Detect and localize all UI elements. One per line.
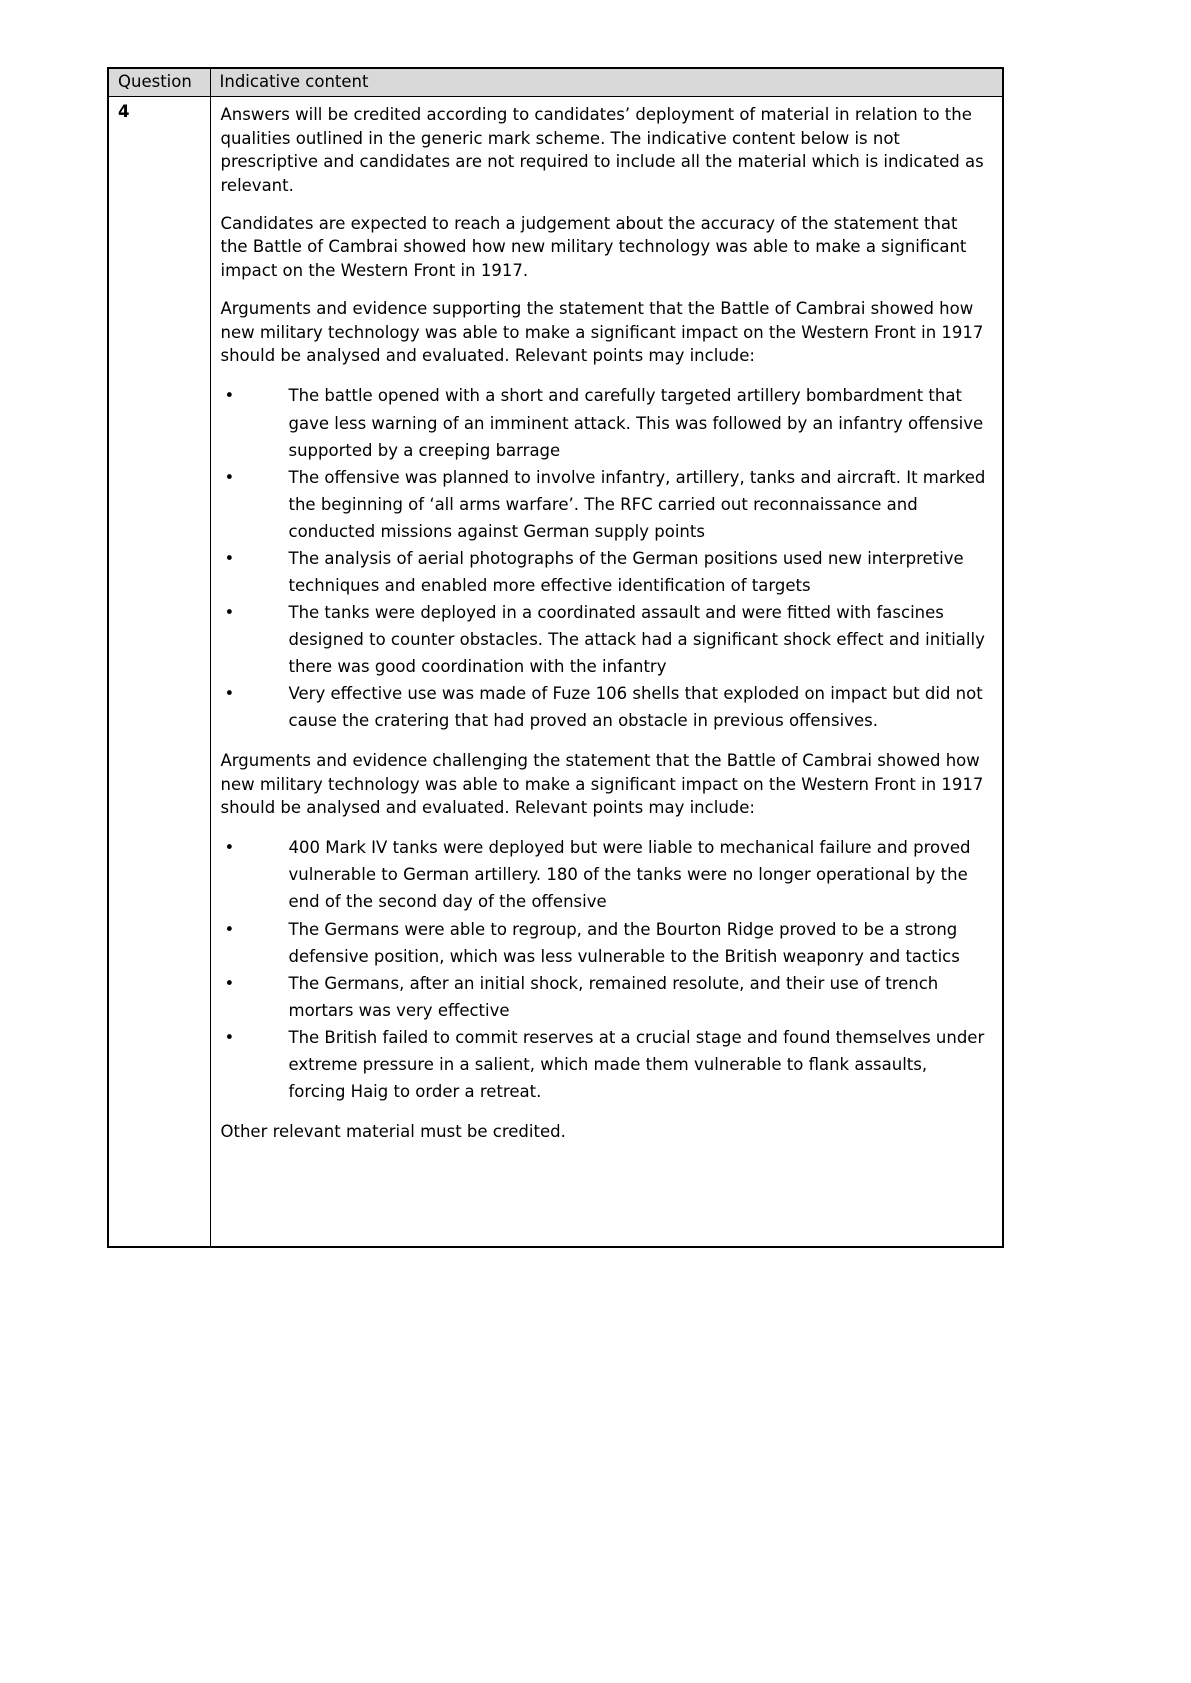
list-item bbox=[221, 680, 989, 734]
paragraph-supporting-intro: Arguments and evidence supporting the statement that the Battle of Cambrai showed how new military technology was able to make a significant impact on the Western Front in 1917 should be analysed and evaluated. Relevant points may include: bbox=[220, 299, 984, 366]
bullet-icon: • bbox=[224, 919, 235, 939]
indicative-content-cell bbox=[210, 97, 1003, 1247]
bullet-text: The Germans were able to regroup, and the Bourton Ridge proved to be a strong defensive position, which was less vulnerable to the British weaponry and tactics bbox=[288, 919, 960, 966]
bullet-icon: • bbox=[224, 684, 235, 703]
supporting-bullet-list bbox=[221, 382, 989, 734]
bullet-text: The offensive was planned to involve infantry, artillery, tanks and aircraft. It marked the beginning of ‘all arms warfare’. The RFC carried out reconnaissance and conducted missions against German supply points bbox=[288, 467, 986, 541]
column-header-question: Question bbox=[108, 68, 210, 97]
table-row bbox=[108, 97, 1003, 1247]
list-item bbox=[221, 970, 989, 1024]
list-item bbox=[221, 916, 989, 970]
bullet-text: The British failed to commit reserves at a crucial stage and found themselves under extreme pressure in a salient, which made them vulnerable to flank assaults, forcing Haig to order a retreat. bbox=[288, 1027, 985, 1101]
bullet-text: 400 Mark IV tanks were deployed but were liable to mechanical failure and proved vulnerable to German artillery. 180 of the tanks were no longer operational by the end of the second day of the offensive bbox=[288, 838, 971, 912]
bullet-text: The Germans, after an initial shock, remained resolute, and their use of trench mortars was very effective bbox=[288, 973, 939, 1020]
challenging-bullet-list bbox=[221, 834, 989, 1104]
paragraph-closing: Other relevant material must be credited. bbox=[220, 1121, 566, 1141]
paragraph-judgement: Candidates are expected to reach a judgement about the accuracy of the statement that the Battle of Cambrai showed how new military technology was able to make a significant impact on the Western Front in 1917. bbox=[220, 213, 967, 280]
list-item bbox=[221, 382, 989, 463]
table-header-row bbox=[108, 68, 1003, 97]
list-item bbox=[221, 1024, 989, 1105]
bullet-icon: • bbox=[224, 838, 235, 858]
list-item bbox=[221, 599, 989, 680]
bullet-icon: • bbox=[224, 386, 235, 406]
question-number: 4 bbox=[108, 97, 210, 1247]
bullet-icon: • bbox=[224, 602, 235, 622]
column-header-indicative-content: Indicative content bbox=[210, 68, 1003, 97]
paragraph-credit-note: Answers will be credited according to candidates’ deployment of material in relation to the qualities outlined in the generic mark scheme. The indicative content below is not prescriptive and candidates are not required to include all the material which is indicated as relevant. bbox=[220, 105, 984, 195]
list-item bbox=[221, 545, 989, 599]
bullet-icon: • bbox=[224, 548, 235, 568]
paragraph-challenging-intro: Arguments and evidence challenging the statement that the Battle of Cambrai showed how new military technology was able to make a significant impact on the Western Front in 1917 should be analysed and evaluated. Relevant points may include: bbox=[220, 751, 984, 817]
bullet-text: The analysis of aerial photographs of the German positions used new interpretive techniques and enabled more effective identification of targets bbox=[288, 548, 964, 595]
bullet-icon: • bbox=[224, 973, 235, 993]
bullet-text: Very effective use was made of Fuze 106 shells that exploded on impact but did not cause the cratering that had proved an obstacle in previous offensives. bbox=[288, 684, 983, 731]
bullet-icon: • bbox=[224, 1027, 235, 1047]
bullet-text: The battle opened with a short and carefully targeted artillery bombardment that gave less warning of an imminent attack. This was followed by an infantry offensive supported by a creeping barrage bbox=[288, 386, 984, 460]
list-item bbox=[221, 834, 989, 915]
list-item bbox=[221, 464, 989, 545]
indicative-content-table bbox=[107, 67, 1004, 1248]
bullet-text: The tanks were deployed in a coordinated assault and were fitted with fascines designed to counter obstacles. The attack had a significant shock effect and initially there was good coordination with the infantry bbox=[288, 602, 985, 676]
bullet-icon: • bbox=[224, 467, 235, 487]
